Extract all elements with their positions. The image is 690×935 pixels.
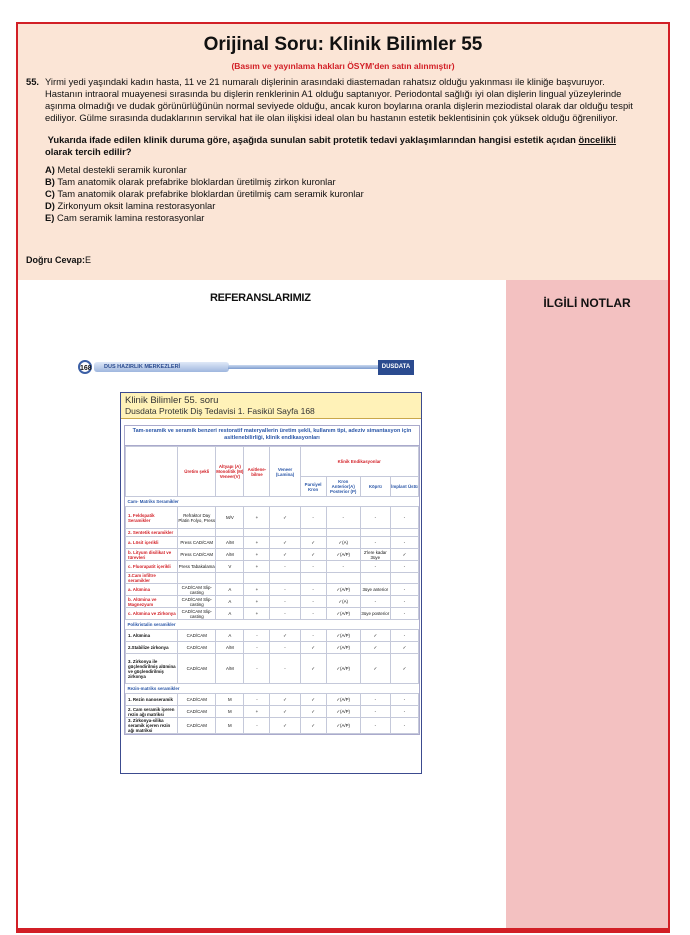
row-label: 1. Alümina <box>126 630 178 642</box>
option-text: Tam anatomik olarak prefabrike bloklardan üretilmiş cam seramik kuronlar <box>57 188 364 199</box>
col-uretim: Üretim şekli <box>178 447 216 497</box>
table-cell: + <box>244 584 270 596</box>
table-cell: M <box>216 718 244 734</box>
table-cell: - <box>300 561 326 573</box>
table-cell: - <box>270 584 300 596</box>
table-cell: + <box>244 561 270 573</box>
table-cell: Press Tabakalama <box>178 561 216 573</box>
col-asitlenebilme: Asitlene-bilme <box>244 447 270 497</box>
table-cell: ✓ <box>300 642 326 654</box>
table-cell: M <box>216 706 244 718</box>
table-cell: ✓(A/P) <box>326 694 360 706</box>
table-cell: V <box>216 561 244 573</box>
table-cell: - <box>326 507 360 529</box>
prompt-part2: olarak tercih edilir? <box>45 146 132 157</box>
table-cell: - <box>244 694 270 706</box>
table-cell: - <box>390 584 418 596</box>
table-cell: ✓(A) <box>326 596 360 608</box>
table-cell: Press CAD/CAM <box>178 549 216 561</box>
table-cell: ✓ <box>270 718 300 734</box>
table-cell: ✓ <box>270 630 300 642</box>
table-cell: - <box>390 706 418 718</box>
table-cell: Press CAD/CAM <box>178 537 216 549</box>
table-cell: - <box>270 596 300 608</box>
table-cell: ✓ <box>300 718 326 734</box>
table-cell: ✓ <box>270 706 300 718</box>
table-cell: ✓ <box>270 549 300 561</box>
table-cell: ✓ <box>300 537 326 549</box>
answer-label: Doğru Cevap: <box>26 255 86 265</box>
option-text: Metal destekli seramik kuronlar <box>57 164 187 175</box>
table-cell: CAD/CAM <box>178 694 216 706</box>
table-cell: ✓ <box>300 654 326 684</box>
table-cell: - <box>300 630 326 642</box>
table-cell: CAD/CAM <box>178 718 216 734</box>
col-altyapi: Altyapı (A) Monolitik (M) Veneer(V) <box>216 447 244 497</box>
prompt-underlined: öncelikli <box>578 134 617 145</box>
col-kron: Kron Anterior(A) Posterior (P) <box>326 477 360 497</box>
table-group-label: Polikristalin seramikler <box>126 620 419 630</box>
table-cell: M <box>216 694 244 706</box>
table-cell: A <box>216 584 244 596</box>
option-letter: D) <box>45 200 55 211</box>
table-cell: + <box>244 596 270 608</box>
table-cell: ✓ <box>270 537 300 549</box>
table-cell: - <box>300 596 326 608</box>
bottom-bar <box>16 928 670 933</box>
table-cell: CAD/CAM <box>178 630 216 642</box>
table-cell: ✓(A/P) <box>326 608 360 620</box>
table-cell: - <box>390 718 418 734</box>
table-cell: ✓ <box>300 706 326 718</box>
table-cell: - <box>390 630 418 642</box>
option-text: Zirkonyum oksit lamina restorasyonlar <box>57 200 216 211</box>
col-parsiyel: Parsiyel Kron <box>300 477 326 497</box>
table-cell: - <box>390 694 418 706</box>
option-text: Cam seramik lamina restorasyonlar <box>56 212 205 223</box>
table-cell: ✓ <box>300 694 326 706</box>
table-cell: - <box>270 561 300 573</box>
page-title: Orijinal Soru: Klinik Bilimler 55 <box>203 34 483 55</box>
table-cell: ✓(A/P) <box>326 549 360 561</box>
row-label: a. Alümina <box>126 584 178 596</box>
option-letter: E) <box>45 212 55 223</box>
table-cell: CAD/CAM <box>178 642 216 654</box>
row-label: a. Lösit içerikli <box>126 537 178 549</box>
table-cell: - <box>360 537 390 549</box>
table-cell: ✓ <box>270 507 300 529</box>
table-cell: + <box>244 706 270 718</box>
table-cell: ✓(A/P) <box>326 706 360 718</box>
table-cell: ✓(A/P) <box>326 584 360 596</box>
table-cell: - <box>300 608 326 620</box>
table-cell: - <box>244 630 270 642</box>
dusdata-logo: DUSDATA <box>378 360 414 375</box>
page-frame <box>16 22 670 933</box>
row-label: 3.Cam infiltre seramikler <box>126 573 178 584</box>
table-cell: ✓ <box>390 654 418 684</box>
table-cell: A <box>216 596 244 608</box>
table-cell: - <box>390 608 418 620</box>
table-cell: A/M <box>216 654 244 684</box>
table-cell: - <box>360 718 390 734</box>
option-letter: A) <box>45 164 55 175</box>
row-label: 1. Feldspatik Seramikler <box>126 507 178 529</box>
row-label: 2. Sentetik seramikler <box>126 529 178 537</box>
option-letter: C) <box>45 188 55 199</box>
row-label: 2.Stabilize zirkonya <box>126 642 178 654</box>
table-cell: - <box>244 642 270 654</box>
table-cell: ✓ <box>300 549 326 561</box>
table-cell: 3üye anterior <box>360 584 390 596</box>
table-cell: M/V <box>216 507 244 529</box>
table-cell: ✓(A/P) <box>326 654 360 684</box>
table-cell: - <box>244 654 270 684</box>
col-kopru: Köprü <box>360 477 390 497</box>
col-klinik: Klinik Endikasyonlar <box>300 447 418 477</box>
prompt-part1: Yukarıda ifade edilen klinik duruma göre, aşağıda sunulan sabit protetik tedavi yaklaşımlarından hangisi estetik açıdan <box>47 134 576 145</box>
reference-doc-subtitle: Dusdata Protetik Diş Tedavisi 1. Fasikül Sayfa 168 <box>125 406 315 416</box>
table-cell: Refraktor Day Platin Folyo, Press <box>178 507 216 529</box>
table-group-label: Cam- Matriks Seramikler <box>126 497 419 507</box>
table-cell: - <box>360 507 390 529</box>
copyright-note: (Basım ve yayınlama hakları ÖSYM'den satın alınmıştır) <box>231 61 455 71</box>
table-cell: A <box>216 608 244 620</box>
option-text: Tam anatomik olarak prefabrike bloklardan üretilmiş zirkon kuronlar <box>57 176 336 187</box>
table-cell: A <box>216 630 244 642</box>
table-cell: - <box>390 596 418 608</box>
table-cell: A/M <box>216 642 244 654</box>
row-label: c. Alümina ve Zirkonya <box>126 608 178 620</box>
table-cell: - <box>300 584 326 596</box>
table-cell: - <box>390 537 418 549</box>
table-cell: - <box>326 561 360 573</box>
option-letter: B) <box>45 176 55 187</box>
table-cell: - <box>270 654 300 684</box>
table-cell: ✓ <box>360 630 390 642</box>
table-cell: A/M <box>216 549 244 561</box>
table-cell: ✓ <box>360 654 390 684</box>
table-cell: - <box>360 706 390 718</box>
row-label: 2. Cam seramik içeren rezin ağı matriksi <box>126 706 178 718</box>
header-band: DUS HAZIRLIK MERKEZLERİ <box>94 362 229 372</box>
table-cell: - <box>390 561 418 573</box>
table-cell: ✓ <box>270 694 300 706</box>
table-caption: Tam-seramik ve seramik benzeri restoratif materyallerin üretim şekli, kullanım tipi, adeziv simantasyon için asitlenebilirliği, klinik endikasyonları <box>125 426 419 446</box>
table-cell: - <box>360 561 390 573</box>
table-cell: - <box>244 718 270 734</box>
table-cell: ✓(A/P) <box>326 642 360 654</box>
references-title: REFERANSLARIMIZ <box>210 292 311 304</box>
table-cell: ✓ <box>390 642 418 654</box>
reference-doc-title: Klinik Bilimler 55. soru <box>125 395 219 406</box>
table-group-label: Rezin-matriks seramikler <box>126 684 419 694</box>
table-cell: - <box>300 507 326 529</box>
table-cell: ✓(A/P) <box>326 718 360 734</box>
table-cell: CAD/CAM <box>178 706 216 718</box>
row-label: 3. Zirkonya-silika seramik içeren rezin ağı matriksi <box>126 718 178 734</box>
row-label: b. Lityum disilikat ve türevleri <box>126 549 178 561</box>
table-cell: A/M <box>216 537 244 549</box>
table-cell: ✓(A) <box>326 537 360 549</box>
notes-title: İLGİLİ NOTLAR <box>543 296 631 310</box>
table-cell: + <box>244 537 270 549</box>
table-cell: + <box>244 507 270 529</box>
table-cell: ✓(A/P) <box>326 630 360 642</box>
table-cell: - <box>390 507 418 529</box>
table-cell: - <box>360 694 390 706</box>
col-veneer: Veneer (Lamina) <box>270 447 300 497</box>
table-cell: CAD/CAM Slip-casting <box>178 608 216 620</box>
row-label: b. Alümina ve Magnezyum <box>126 596 178 608</box>
table-cell: CAD/CAM <box>178 654 216 684</box>
table-cell: CAD/CAM Slip-casting <box>178 596 216 608</box>
table-cell: ✓ <box>360 642 390 654</box>
row-label: c. Fluorapatit içerikli <box>126 561 178 573</box>
table-cell: - <box>360 596 390 608</box>
row-label: 1. Rezin nanoseramik <box>126 694 178 706</box>
table-cell: - <box>270 642 300 654</box>
answer-value: E <box>85 255 92 265</box>
row-label: 3. Zirkonya ile güçlendirilmiş alümina ve güçlendirilmiş zirkonya <box>126 654 178 684</box>
table-cell: ✓ <box>390 549 418 561</box>
table-cell: 2'lere kadar 3üye <box>360 549 390 561</box>
question-number: 55. <box>26 76 40 87</box>
page-number-badge: 168 <box>78 360 92 374</box>
question-text: Yirmi yedi yaşındaki kadın hasta, 11 ve 21 numaralı dişlerinin arasındaki diastemadan rahatsız olduğu yakınması ile kliniğe başvuruyor. Hastanın intraoral muayenesi sırasında bu dişlerin renklerinin A1 olduğu saptanıyor. Periodontal sağlığı iyi olan dişlerin lingual yüzeylerinde aşınma olmadığı ve dudak görünürlüğünün normal seviyede olduğu, ancak kuron boylarına oranla dişlerin meziodistal olarak dar olduğu tespit ediliyor. Gülme sırasında dudaklarının servikal hat ile olan ilişkisi ideal olan bu hastanın estetik beklentisinin çok yüksek olduğu öğreniliyor. <box>45 76 633 123</box>
table-cell: + <box>244 549 270 561</box>
table-cell: + <box>244 608 270 620</box>
table-cell: CAD/CAM Slip-casting <box>178 584 216 596</box>
table-cell: 3üye posterior <box>360 608 390 620</box>
table-cell: - <box>270 608 300 620</box>
col-implant: İmplant Üstü <box>390 477 418 497</box>
